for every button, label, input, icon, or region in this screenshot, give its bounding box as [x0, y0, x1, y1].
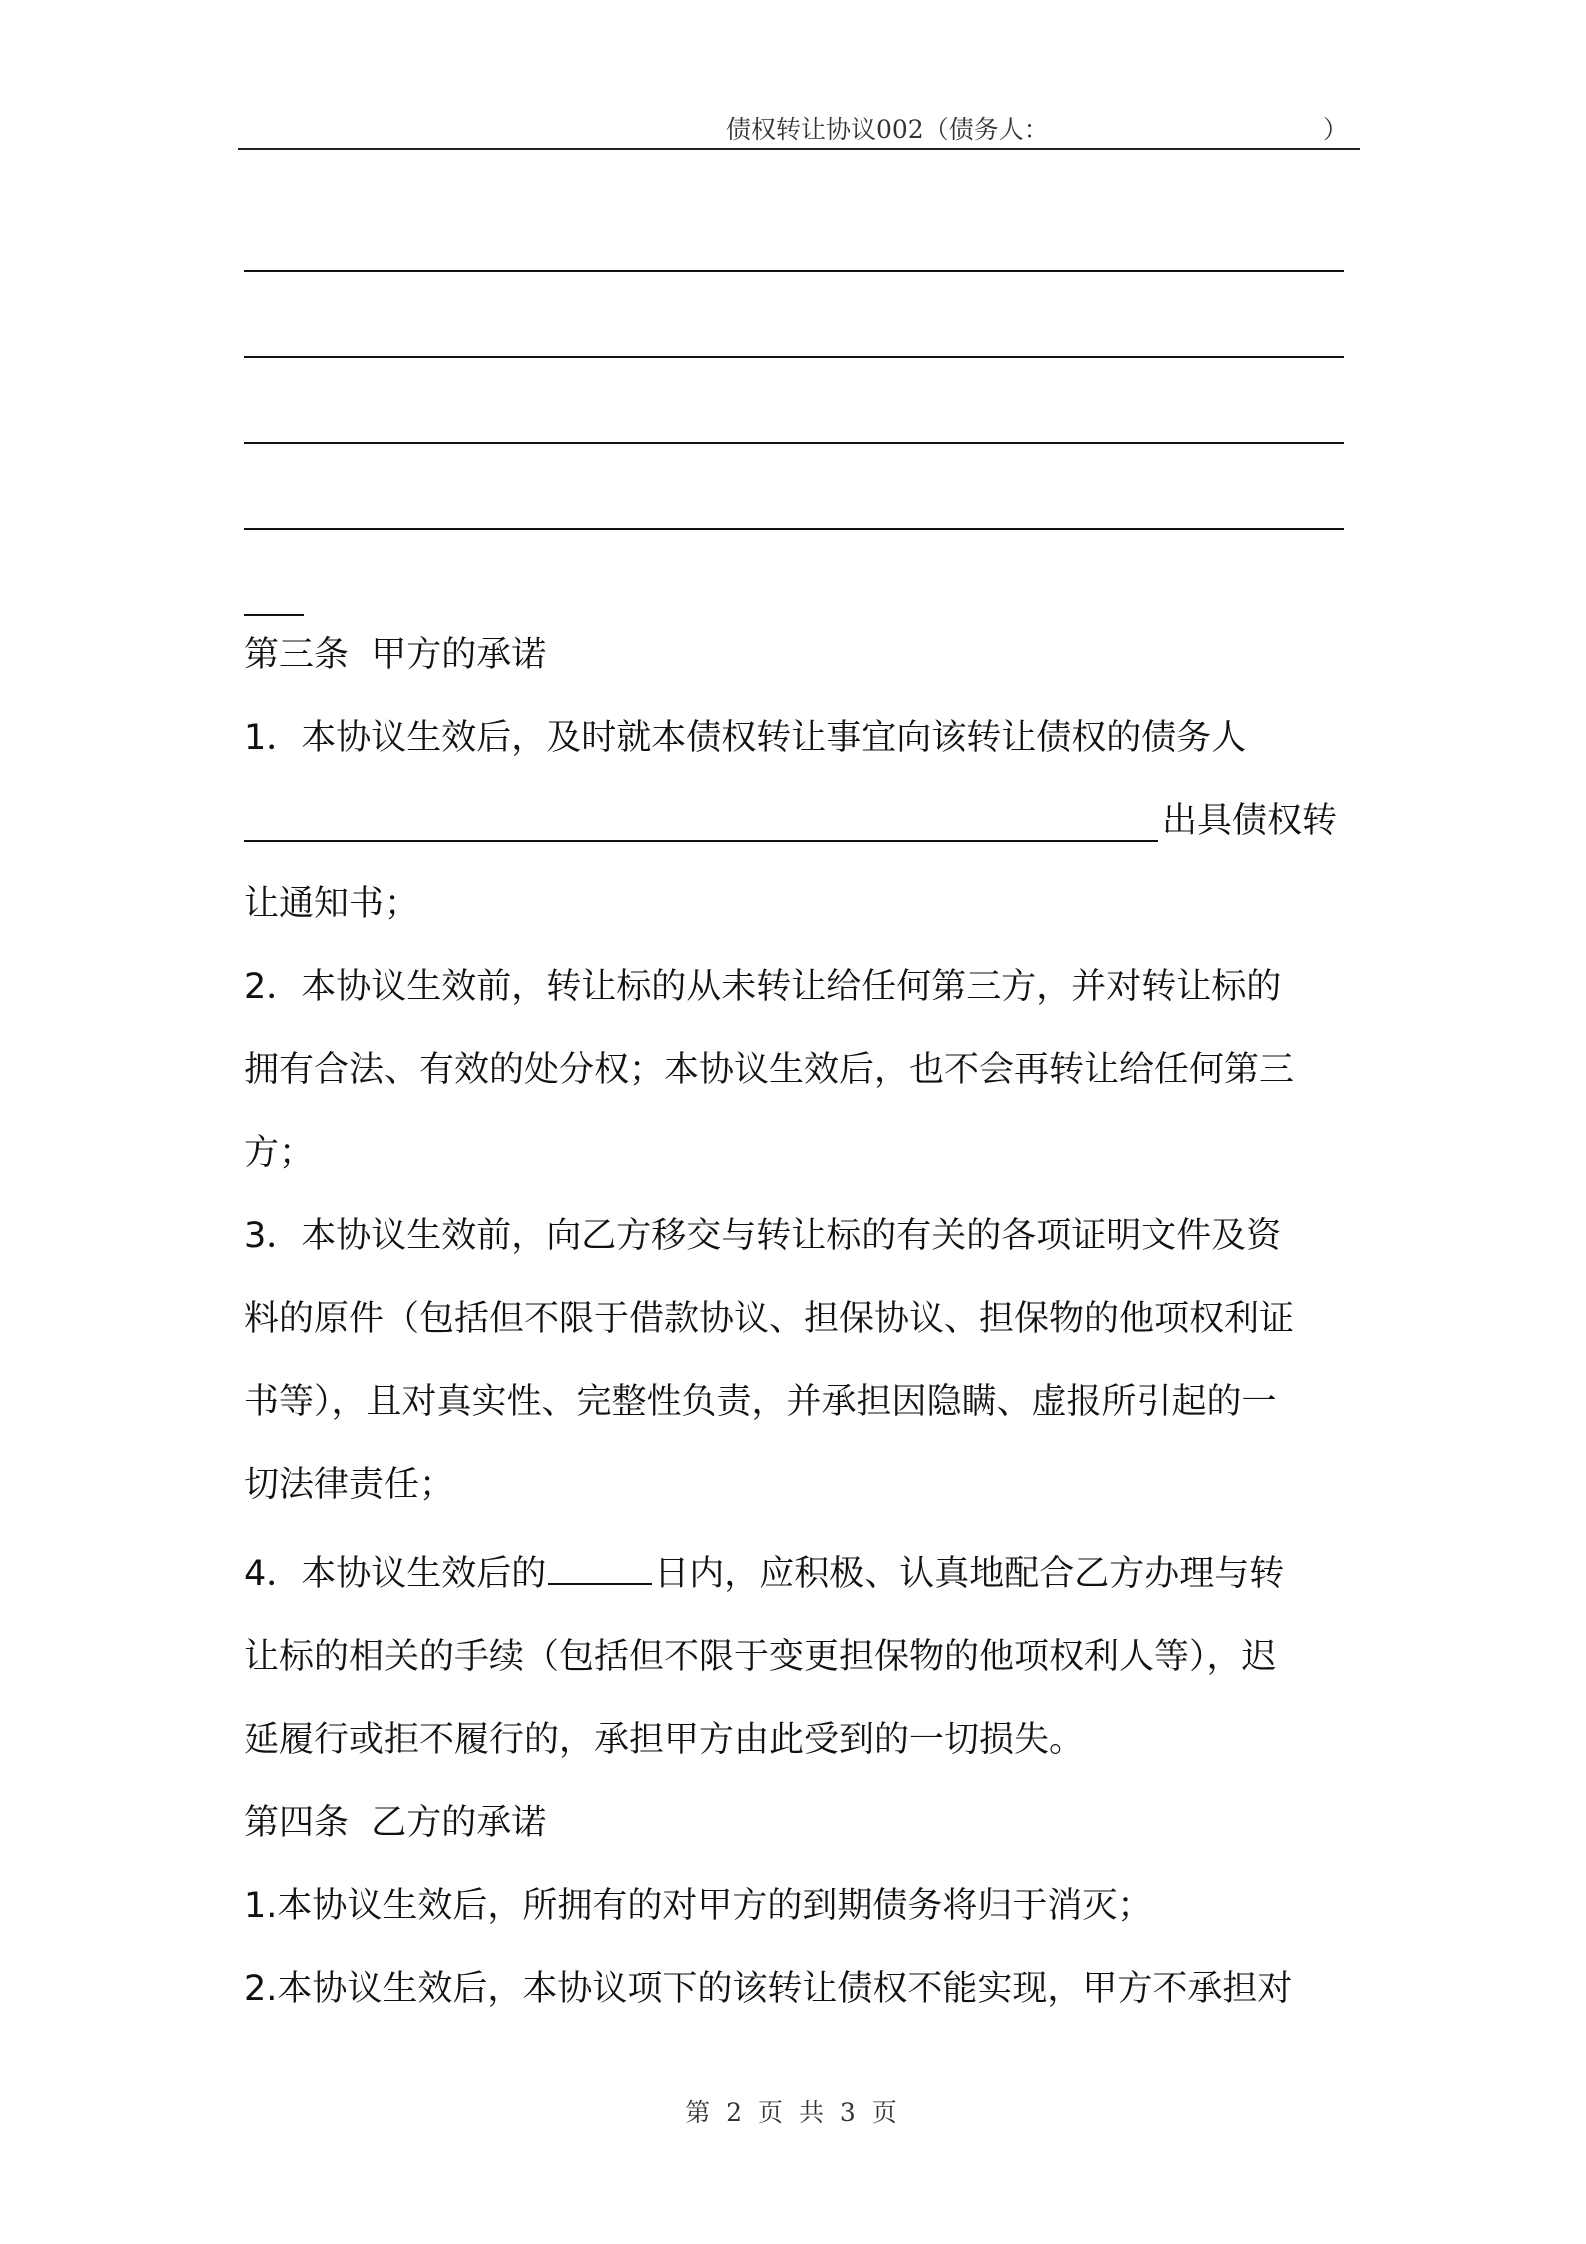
article4-item2: 2.本协议生效后，本协议项下的该转让债权不能实现，甲方不承担对 — [244, 1969, 1293, 2009]
article3-item4-prefix: 4．本协议生效后的 — [244, 1554, 547, 1594]
article3-item3-line4: 切法律责任； — [244, 1465, 455, 1505]
header-close-paren: ） — [1322, 115, 1348, 144]
article3-item2-line3: 方； — [244, 1133, 315, 1173]
article3-item4-suffix: 日内，应积极、认真地配合乙方办理与转 — [654, 1554, 1285, 1594]
page-number: 第 2 页 共 3 页 — [685, 2098, 901, 2127]
blank-fill-line — [244, 390, 1344, 476]
header-title: 债权转让协议002（债务人： — [726, 115, 1049, 144]
blank-fill-line — [244, 476, 1344, 562]
debtor-name-blank — [244, 780, 1158, 842]
article3-item3-line1: 3．本协议生效前，向乙方移交与转让标的有关的各项证明文件及资 — [244, 1216, 1282, 1256]
blank-fill-line — [244, 304, 1344, 390]
page-header — [238, 108, 1360, 150]
article4-heading: 第四条 乙方的承诺 — [244, 1803, 547, 1843]
article3-heading: 第三条 甲方的承诺 — [244, 635, 547, 675]
article3-item1-line2 — [244, 780, 1364, 863]
article4-item1: 1.本协议生效后，所拥有的对甲方的到期债务将归于消灭； — [244, 1886, 1153, 1926]
article3-item2-line1: 2．本协议生效前，转让标的从未转让给任何第三方，并对转让标的 — [244, 967, 1282, 1007]
blank-fill-line — [244, 218, 1344, 304]
article3-item4-line3: 延履行或拒不履行的，承担甲方由此受到的一切损失。 — [244, 1720, 1085, 1760]
agreement-body — [244, 614, 1364, 2031]
days-blank — [548, 1527, 652, 1585]
article3-item3-line3: 书等），且对真实性、完整性负责，并承担因隐瞒、虚报所引起的一 — [244, 1382, 1277, 1422]
article3-item1-suffix: 出具债权转 — [1162, 801, 1338, 841]
article3-item1-line1: 1．本协议生效后，及时就本债权转让事宜向该转让债权的债务人 — [244, 718, 1247, 758]
article3-item4-line2: 让标的相关的手续（包括但不限于变更担保物的他项权利人等），迟 — [244, 1637, 1277, 1677]
article3-item4-line1 — [244, 1527, 1364, 1616]
article3-item1-line3: 让通知书； — [244, 884, 420, 924]
article3-item2-line2: 拥有合法、有效的处分权；本协议生效后，也不会再转让给任何第三 — [244, 1050, 1295, 1090]
blank-fill-lines — [244, 218, 1344, 648]
article3-item3-line2: 料的原件（包括但不限于借款协议、担保协议、担保物的他项权利证 — [244, 1299, 1295, 1339]
